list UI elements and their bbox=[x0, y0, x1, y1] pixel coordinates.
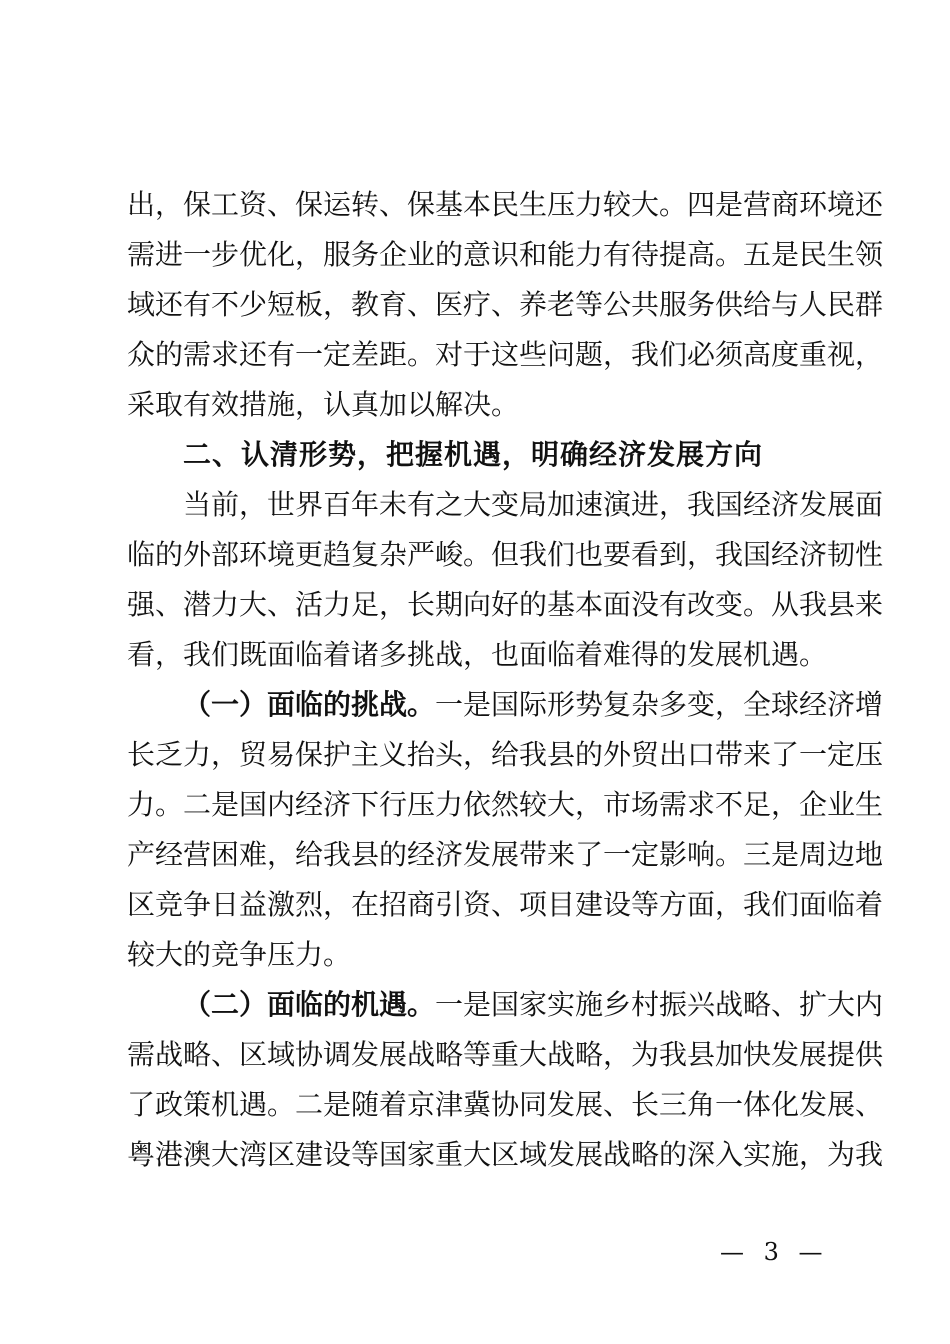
paragraph-line: 当前，世界百年未有之大变局加速演进，我国经济发展面 bbox=[183, 488, 884, 521]
paragraph-line: 区竞争日益激烈，在招商引资、项目建设等方面，我们面临着 bbox=[127, 888, 884, 921]
paragraph-line: 需战略、区域协调发展战略等重大战略，为我县加快发展提供 bbox=[127, 1038, 884, 1071]
paragraph-line: 较大的竞争压力。 bbox=[127, 938, 352, 971]
paragraph-first-line bbox=[183, 980, 884, 1030]
paragraph-first-line bbox=[183, 680, 884, 730]
paragraph-text: 一是国际形势复杂多变，全球经济增 bbox=[435, 688, 884, 721]
paragraph-line: 看，我们既面临着诸多挑战，也面临着难得的发展机遇。 bbox=[127, 638, 828, 671]
paragraph-line: 众的需求还有一定差距。对于这些问题，我们必须高度重视， bbox=[127, 338, 884, 371]
paragraph-line: 临的外部环境更趋复杂严峻。但我们也要看到，我国经济韧性 bbox=[127, 538, 884, 571]
paragraph-line: 域还有不少短板，教育、医疗、养老等公共服务供给与人民群 bbox=[127, 288, 884, 321]
paragraph-text: 一是国家实施乡村振兴战略、扩大内 bbox=[435, 988, 884, 1021]
paragraph-line: 强、潜力大、活力足，长期向好的基本面没有改变。从我县来 bbox=[127, 588, 884, 621]
section-heading: 二、认清形势，把握机遇，明确经济发展方向 bbox=[183, 438, 764, 471]
paragraph-line: 采取有效措施，认真加以解决。 bbox=[127, 388, 520, 421]
paragraph-line: 长乏力，贸易保护主义抬头，给我县的外贸出口带来了一定压 bbox=[127, 738, 884, 771]
paragraph-line: 粤港澳大湾区建设等国家重大区域发展战略的深入实施，为我 bbox=[127, 1138, 884, 1171]
subsection-title: （一）面临的挑战。 bbox=[183, 688, 436, 721]
subsection-title: （二）面临的机遇。 bbox=[183, 988, 436, 1021]
paragraph-line: 需进一步优化，服务企业的意识和能力有待提高。五是民生领 bbox=[127, 238, 884, 271]
paragraph-line: 产经营困难，给我县的经济发展带来了一定影响。三是周边地 bbox=[127, 838, 884, 871]
paragraph-line: 力。二是国内经济下行压力依然较大，市场需求不足，企业生 bbox=[127, 788, 884, 821]
page-number: — 3 — bbox=[720, 1238, 829, 1266]
paragraph-line: 出，保工资、保运转、保基本民生压力较大。四是营商环境还 bbox=[127, 188, 884, 221]
paragraph-line: 了政策机遇。二是随着京津冀协同发展、长三角一体化发展、 bbox=[127, 1088, 884, 1121]
